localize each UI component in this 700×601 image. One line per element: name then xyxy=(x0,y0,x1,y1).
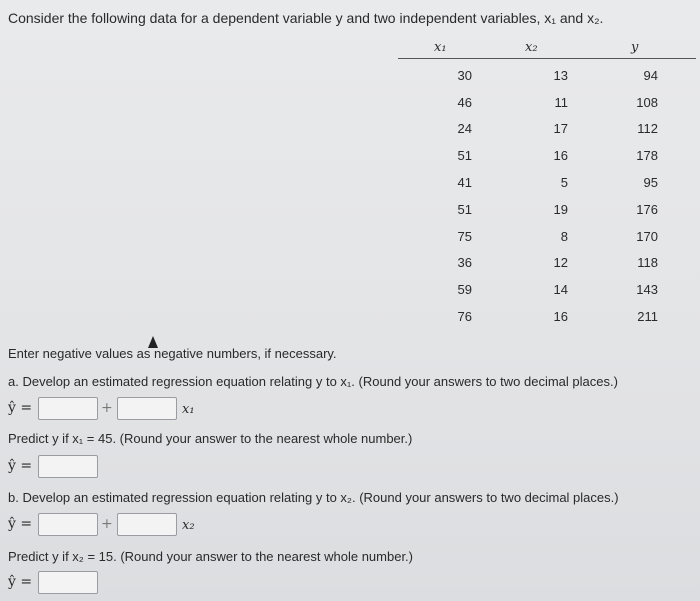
table-cell: 36 xyxy=(457,255,472,271)
part-b-prediction-input[interactable] xyxy=(38,571,98,594)
table-cell: 76 xyxy=(457,309,472,325)
negative-values-note: Enter negative values as negative numbers, if necessary. xyxy=(8,346,337,361)
table-cell: 170 xyxy=(636,228,658,244)
table-row xyxy=(398,62,658,89)
table-cell: 13 xyxy=(553,67,568,83)
table-cell: 95 xyxy=(643,175,658,191)
table-cell: 30 xyxy=(457,67,472,83)
table-cell: 51 xyxy=(457,201,472,217)
header-x2: x₂ xyxy=(525,40,538,55)
table-row xyxy=(398,250,658,277)
part-a-prediction-yhat: ŷ = xyxy=(8,458,33,474)
table-cell: 19 xyxy=(553,201,568,217)
part-b-intercept-input[interactable] xyxy=(38,513,98,536)
data-table xyxy=(398,62,658,330)
part-a-slope-input[interactable] xyxy=(117,397,177,420)
part-b-variable: x₂ xyxy=(182,518,195,533)
header-x1: x₁ xyxy=(434,40,447,55)
table-row xyxy=(398,116,658,143)
table-cell: 59 xyxy=(457,282,472,298)
table-row xyxy=(398,223,658,250)
part-a-predict-text: Predict y if x₁ = 45. (Round your answer to the nearest whole number.) xyxy=(8,431,413,446)
header-y: y xyxy=(631,40,639,55)
part-a-yhat-label: ŷ = xyxy=(8,400,33,416)
part-a-intercept-input[interactable] xyxy=(38,397,98,420)
part-b-slope-input[interactable] xyxy=(117,513,177,536)
table-cell: 178 xyxy=(636,148,658,164)
table-cell: 8 xyxy=(560,228,568,244)
table-row xyxy=(398,169,658,196)
table-row xyxy=(398,142,658,169)
table-cell: 94 xyxy=(643,67,658,83)
table-row xyxy=(398,89,658,116)
table-row xyxy=(398,196,658,223)
part-b-instruction: b. Develop an estimated regression equation relating y to x₂. (Round your answers to two decimal places.) xyxy=(8,490,619,505)
table-cell: 51 xyxy=(457,148,472,164)
part-a-instruction: a. Develop an estimated regression equation relating y to x₁. (Round your answers to two decimal places.) xyxy=(8,374,618,389)
table-cell: 16 xyxy=(553,309,568,325)
part-a-plus: + xyxy=(101,400,113,416)
table-cell: 211 xyxy=(637,309,658,325)
part-b-predict-text: Predict y if x₂ = 15. (Round your answer to the nearest whole number.) xyxy=(8,549,413,564)
table-cell: 5 xyxy=(560,175,568,191)
table-cell: 75 xyxy=(457,228,472,244)
part-a-variable: x₁ xyxy=(182,402,195,417)
table-cell: 112 xyxy=(637,121,658,137)
part-b-plus: + xyxy=(101,516,113,532)
table-cell: 46 xyxy=(457,94,472,110)
problem-intro: Consider the following data for a dependent variable y and two independent variables, x₁ and x₂. xyxy=(8,10,604,26)
table-cell: 11 xyxy=(554,94,568,110)
header-divider xyxy=(398,58,696,59)
table-cell: 108 xyxy=(636,94,658,110)
part-b-prediction-yhat: ŷ = xyxy=(8,574,33,590)
table-row xyxy=(398,276,658,303)
table-cell: 143 xyxy=(636,282,658,298)
table-cell: 17 xyxy=(553,121,568,137)
table-cell: 14 xyxy=(553,282,568,298)
part-b-yhat-label: ŷ = xyxy=(8,516,33,532)
table-cell: 24 xyxy=(457,121,472,137)
table-row xyxy=(398,303,658,330)
table-cell: 118 xyxy=(637,255,658,271)
table-cell: 176 xyxy=(636,201,658,217)
part-a-prediction-input[interactable] xyxy=(38,455,98,478)
table-cell: 16 xyxy=(553,148,568,164)
table-cell: 12 xyxy=(553,255,568,271)
table-cell: 41 xyxy=(457,175,472,191)
